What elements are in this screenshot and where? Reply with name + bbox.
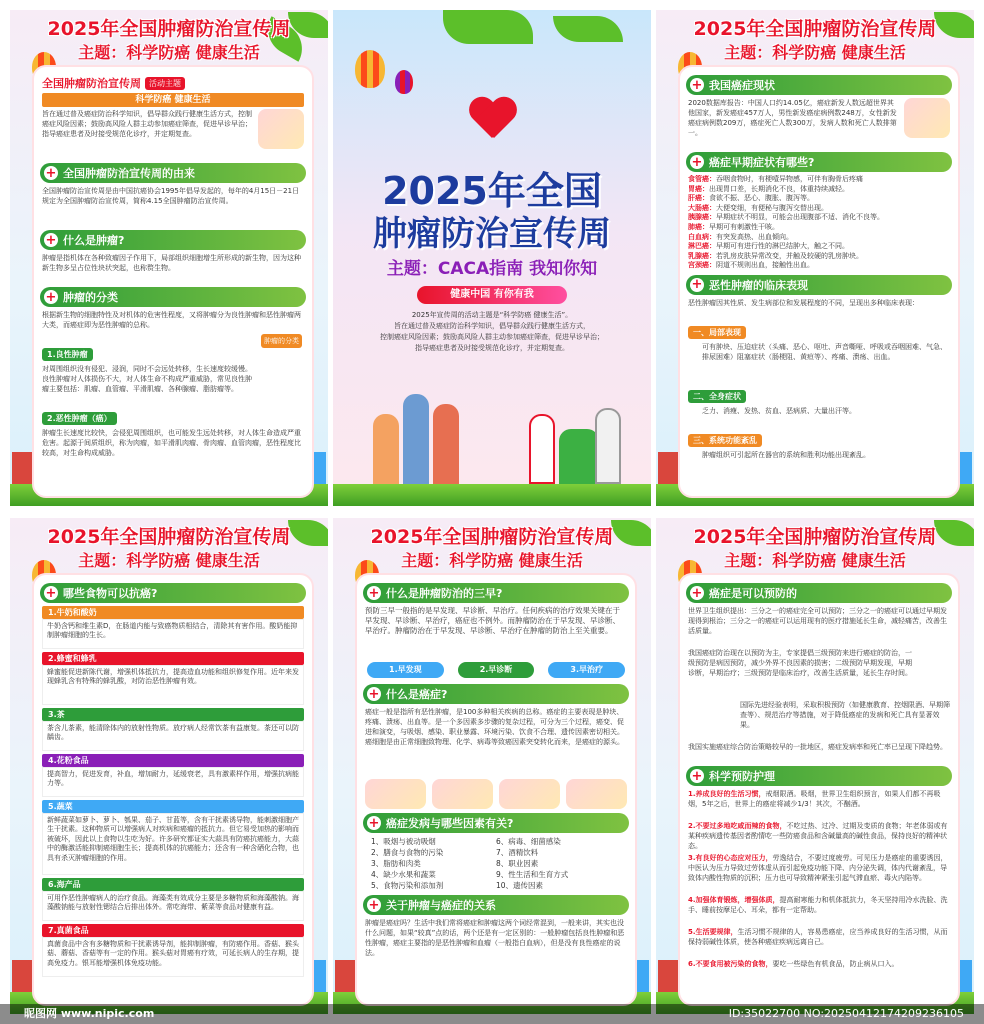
poster-title: 2025年全国肿瘤防治宣传周 [693,18,937,40]
content-card [32,65,314,498]
poster-panel-5 [333,518,651,1014]
risk-factor-item: 8、职业因素 [496,859,539,868]
content-card [678,65,960,498]
grass-decoration [333,484,651,506]
symptom-item: 食管癌：吞咽食物时，有梗噎异物感，可伴有胸骨后疼痛 [688,175,863,183]
symptom-item: 大肠癌：大便变细，有便秘与腹泻交替出现。 [688,203,828,212]
leaf-decoration [443,10,533,44]
watermark-bar [0,1004,984,1024]
status-text: 2020数据库报告：中国人口约14.05亿，癌症新发人数远超世界其他国家，新发癌症457万人，男性新发癌症病例数248万，女性新发癌症病例数209万，癌症死亡人数300万，发病人数和死亡人数排第一。 [688,99,897,137]
malignant-tumor-text: 肿瘤生长速度比较快，会侵犯周围组织，也可能发生远处转移，对人体生命造成严重危害。起源于间质组织，称为肉瘤，如平滑肌肉瘤、骨肉瘤、血管肉瘤，恶性程度比较高，对生命构成威胁。 [42,429,301,457]
section-header-classification: + 肿瘤的分类 [40,287,306,307]
dysfunction-text: 肿瘤组织可引起所在器官的系统和胜利功能出现紊乱。 [702,450,870,459]
watermark-id: ID:35022700 NO:20250412174209236105 [728,1007,964,1020]
three-early-text: 预防三早一般指的是早发现、早诊断、早治疗。任何疾病的治疗效果关键在于早发现、早诊断、早治疗，癌症也不例外。而肿瘤防治在于早发现、早诊断、早治疗。肿瘤防治在于早发现、早诊断、早治疗在肿瘤的防治上至关重要。 [365,606,620,635]
trend-text: 我国实施癌症综合防治策略较早的一批地区，癌症发病率和死亡率已呈现下降趋势。 [688,743,947,751]
systemic-symptoms-label: 二、全身症状 [688,390,746,403]
food-title: 2.蜂蜜和蜂乳 [42,652,304,665]
food-title: 7.真菌食品 [42,924,304,937]
poster-panel-cover [333,10,651,506]
poster-panel-3 [656,10,974,506]
local-symptoms-label: 一、局部表现 [688,326,746,339]
medical-cross-icon: + [368,686,380,702]
cover-theme: 主题：CACA指南 我知你知 [386,259,598,279]
poster-theme: 主题：科学防癌 健康生活 [724,43,906,62]
poster-theme: 主题：科学防癌 健康生活 [78,43,260,62]
food-description: 提高智力，促进发育，补血，增加耐力，延缓衰老，具有激素样作用，增强抗病能力等。 [42,767,304,797]
early-diagnosis-chip: 2.早诊断 [458,662,535,678]
factory-illustration [499,779,560,809]
symptom-item: 白血病：有突发高热、出血倾向。 [688,232,793,241]
classification-text: 根据新生物的细胞特性及对机体的危害性程度，又将肿瘤分为良性肿瘤和恶性肿瘤两大类，而癌症即为恶性肿瘤的总称。 [42,311,301,329]
cover-title-line-1: 2025年全国 [382,169,602,213]
content-card [678,573,960,1006]
dysfunction-label: 三、系统功能紊乱 [688,434,762,447]
food-description: 新鲜蔬菜如萝卜、萝卜、瓠果、茄子、甘蓝等，含有干扰素诱导物，能刺激细胞产生干扰素。这种物质可以增强病人对疾病和癌瘤的抵抗力。但它易受加热的影响而被破坏，因此以上食物以生吃为好。许多研究都证实大蒜具有防癌抗癌能力，大蒜中的酶激活能抑制癌细胞生长；提高机体的抗癌能力；还含有一种含硒化合物，也具有杀灭肿瘤细胞的作用。 [42,813,304,875]
cover-body-line: 2025年宣传周的活动主题是“科学防癌 健康生活”。 [411,311,573,319]
food-description: 真菌食品中含有多糖物质和干扰素诱导剂，能抑制肿瘤，有防癌作用。香菇、猴头菇、蘑菇、香菇等有一定的作用。猴头菇对胃癌有疗效，可延长病人的生存期，提高免疫力。银耳能增强机体免疫功能。 [42,937,304,977]
food-list [34,606,312,977]
symptom-item: 肺癌：早期可有刺激性干咳。 [688,222,779,231]
food-illustration [432,779,493,809]
poster-theme: 主题：科学防癌 健康生活 [78,551,260,570]
medical-cross-icon: + [45,165,57,181]
medical-cross-icon: + [45,585,57,601]
leaf-decoration [553,16,623,42]
symptom-item: 淋巴癌：早期可有进行性的淋巴结肿大，触之不同。 [688,242,849,251]
benign-tumor-text: 对周围组织没有侵犯、浸润，同时不会远处转移，生长速度较缓慢。良性肿瘤对人体损伤不大，对人体生命不构成严重威胁，常见良性肿瘤主要包括：肌瘤、血管瘤、平滑肌瘤、各种腺瘤、脂肪瘤等。 [42,365,252,393]
slogan-pill: 健康中国 有你有我 [417,286,567,304]
family-illustration [433,404,459,484]
tumor-definition-text: 肿瘤是指机体在各种致瘤因子作用下，局部组织细胞增生所形成的新生物，因为这种新生物多呈占位性块状突起，也称赘生物。 [42,254,301,272]
relationship-text: 肿瘤是癌症吗？生活中我们常将癌症和肿瘤这两个词经常混到，一般来讲，其实也没什么问题，如果“较真”点的话，两个还是有一定区别的：一般肿瘤包括良性肿瘤和恶性肿瘤，癌症主要指的是恶性肿瘤和血瘤（一般指白血病），但是没有良性癌症的说法。 [365,919,625,957]
benign-tumor-label: 1.良性肿瘤 [42,348,93,361]
food-item [42,754,304,797]
classification-icon-label: 肿瘤的分类 [261,334,302,348]
food-item [42,800,304,875]
food-title: 3.茶 [42,708,304,721]
theme-bar: 科学防癌 健康生活 [42,93,304,107]
section-header-origin: + 全国肿瘤防治宣传周的由来 [40,163,306,183]
pollution-illustration [365,779,426,809]
medical-cross-icon: + [691,277,703,293]
clinical-text: 恶性肿瘤因其性质、发生病部位和发展程度的不同，呈现出多种临床表现： [688,298,919,307]
food-title: 5.蔬菜 [42,800,304,813]
medical-cross-icon: + [368,897,380,913]
care-item: 1.养成良好的生活习惯，戒烟限酒。吸烟，世界卫生组织预言，如果人们都不再吸烟，5年之后，世界上的癌症将减少1/3！其次，不酗酒。 [688,790,941,808]
food-description: 牛奶含钙和维生素D，在肠道内能与致癌物质相结合，清除其有害作用。酸奶能抑制肿瘤细胞的生长。 [42,619,304,649]
poster-title: 2025年全国肿瘤防治宣传周 [693,526,937,548]
chemical-illustration [566,779,627,809]
cover-body-line: 指导癌症患者及时接受规范化诊疗，并定期复查。 [415,344,569,352]
cover-body-text [353,310,631,354]
risk-factor-item: 10、遗传因素 [496,881,544,890]
risk-factor-item: 9、性生活和生育方式 [496,870,569,879]
intro-text: 旨在通过普及癌症防治科学知识，倡导群众践行健康生活方式，控制癌症风险因素；鼓励高风险人群主动参加癌症筛查，促进早诊早治；指导癌症患者及时接受规范化诊疗，并定期复查。 [42,110,252,138]
symptom-list [688,175,898,271]
family-illustration [403,394,429,484]
medical-cross-icon: + [691,585,703,601]
poster-title: 2025年全国肿瘤防治宣传周 [47,18,291,40]
cover-body-line: 旨在通过普及癌症防治科学知识，倡导群众践行健康生活方式， [394,322,590,330]
food-description: 蜂蜜能促进新陈代谢，增强机体抵抗力，提高造血功能和组织修复作用。近年来发现蜂乳含有特殊的蜂乳酸，对防治恶性肿瘤有效。 [42,665,304,705]
symptom-item: 宫颈癌：阴道不规则出血，接触性出血。 [688,261,814,270]
section-header-care: + 科学预防护理 [686,766,952,786]
origin-text: 全国肿瘤防治宣传周是由中国抗癌协会1995年倡导发起的，每年的4月15日－21日规定为全国肿瘤防治宣传周，简称4.15全国肿瘤防治宣传周。 [42,187,300,205]
medical-cross-icon: + [691,154,703,170]
doctor-illustration [904,98,950,138]
poster-title: 2025年全国肿瘤防治宣传周 [370,526,614,548]
heart-logo-icon [468,98,518,144]
risk-factor-item: 7、酒精饮料 [496,848,539,857]
food-title: 4.花粉食品 [42,754,304,767]
risk-factor-item: 2、膳食与食物的污染 [371,848,444,857]
family-illustration [373,414,399,484]
food-item [42,878,304,921]
food-title: 6.海产品 [42,878,304,891]
early-treatment-chip: 3.早治疗 [548,662,625,678]
medical-cross-icon: + [368,585,380,601]
activity-theme-badge: 活动主题 [145,77,185,90]
section-header-early-symptoms: + 癌症早期症状有哪些? [686,152,952,172]
food-item [42,606,304,649]
food-title: 1.牛奶和酸奶 [42,606,304,619]
cover-body-line: 控制癌症风险因素；鼓励高风险人群主动参加癌症筛查，促进早诊早治； [380,333,604,341]
malignant-tumor-label: 2.恶性肿瘤（癌） [42,412,117,425]
medical-cross-icon: + [368,815,380,831]
food-description: 茶含儿茶素，能清除体内的放射性物质。放疗病人经常饮茶有益康复。茶还可以防龋齿。 [42,721,304,751]
section-header-three-early: + 什么是肿瘤防治的三早? [363,583,629,603]
doctor-illustration [595,408,621,484]
content-card [355,573,637,1006]
risk-factor-item: 3、脂肪和肉类 [371,859,421,868]
food-item [42,924,304,977]
balloon-icon [395,70,413,94]
doctor-illustration [258,109,304,149]
poster-theme: 主题：科学防癌 健康生活 [401,551,583,570]
medical-cross-icon: + [45,232,57,248]
section-header-what-is-cancer: + 什么是癌症? [363,684,629,704]
balloon-icon [355,50,385,88]
green-cross-icon [559,429,599,484]
section-header-relationship: + 关于肿瘤与癌症的关系 [363,895,629,915]
care-item: 3.有良好的心态应对压力，劳逸结合，不要过度疲劳。可见压力是癌症的重要诱因，中医认为压力导致过劳体虚从而引起免疫功能下降、内分泌失调，体内代谢紊乱，导致体内酸性物质的沉积；压力也可导致精神紧张引起气滞血瘀、毒火内陷等。 [688,854,948,882]
poster-title: 2025年全国肿瘤防治宣传周 [47,526,291,548]
three-level-text: 我国癌症防治现在以预防为主，专家提倡三级预防来进行癌症的防治，一级预防是病因预防，减少外界不良因素的损害；二级预防早期发现，早期诊断，早期治疗；三级预防是临床治疗，改善生活质量，延长生存时间。 [688,649,912,677]
watermark-site: 昵图网 www.nipic.com [24,1007,155,1020]
care-item: 6.不要食用被污染的食物，要吃一些绿色有机食品，防止病从口入。 [688,960,899,968]
international-text: 国际先进经验表明，采取积极预防（如健康教育、控烟限酒、早期筛查等）、规范治疗等措施，对于降低癌症的发病和死亡具有显著效果。 [740,701,950,729]
medical-cross-icon: + [45,289,57,305]
care-item: 5.生活要规律，生活习惯不规律的人，容易患癌症，应当养成良好的生活习惯，从而保持弱碱性体质，使各种癌症疾病远离自己。 [688,928,948,946]
risk-factor-item: 1、吸烟与被动吸烟 [371,837,436,846]
food-item [42,708,304,751]
poster-panel-6 [656,518,974,1014]
poster-panel-1 [10,10,328,506]
risk-factor-item: 4、缺少水果和蔬菜 [371,870,436,879]
early-detection-chip: 1.早发现 [367,662,444,678]
care-item: 2.不要过多地吃咸而辣的食物，不吃过热、过冷、过期及变质的食物；年老体弱或有某种疾病遗传基因者酌情吃一些防癌食品和含碱量高的碱性食品，保持良好的精神状态。 [688,822,948,850]
cover-title-line-2: 肿瘤防治宣传周 [373,214,611,254]
food-description: 可用作恶性肿瘤病人的治疗食品。海藻类有效成分主要是多糖物质和海藻酸钠。海藻酸钠能与放射性锶结合后排出体外。常吃海带、紫菜等食品对健康有益。 [42,891,304,921]
risk-factor-item: 5、食物污染和添加剂 [371,881,444,890]
medical-cross-icon: + [691,77,703,93]
section-header-factors: + 癌症发病与哪些因素有关? [363,813,629,833]
care-list [680,789,958,969]
section-heading: 全国肿瘤防治宣传周 [42,77,141,90]
risk-factor-item: 6、病毒、细菌感染 [496,837,561,846]
symptom-item: 肝癌：食欲不振、恶心、腹胀、腹泻等。 [688,194,814,203]
food-item [42,652,304,705]
section-header-prevention: + 癌症是可以预防的 [686,583,952,603]
local-symptoms-text: 可有肿块、压迫症状（头痛、恶心、呕吐、声音嘶哑、呼吸或吞咽困难、气急、排尿困难）阻塞症状（肠梗阻、黄疸等）、疼痛、溃疡、出血。 [702,342,947,361]
section-header-clinical: + 恶性肿瘤的临床表现 [686,275,952,295]
section-header-what-is-tumor: + 什么是肿瘤? [40,230,306,250]
care-item: 4.加强体育锻炼，增强体质，提高耐寒能力和机体抵抗力，冬天坚持用冷水洗脸、洗手、睡前按摩足心、耳朵，都有一定帮助。 [688,896,948,914]
systemic-symptoms-text: 乏力、消瘦、发热、贫血、恶病质、大量出汗等。 [702,406,856,415]
nurse-illustration [529,414,555,484]
section-header-status: + 我国癌症现状 [686,75,952,95]
medical-cross-icon: + [691,768,703,784]
poster-theme: 主题：科学防癌 健康生活 [724,551,906,570]
content-card [32,573,314,1006]
poster-panel-4 [10,518,328,1014]
section-header-anticancer-foods: + 哪些食物可以抗癌? [40,583,306,603]
symptom-item: 乳腺癌：若乳房皮肤异常改变，并触及较硬的乳房肿块。 [688,251,863,260]
cancer-definition-text: 癌症一般是指所有恶性肿瘤，是100多种相关疾病的总称。癌症的主要表现是肿块、疼痛、溃疡、出血等。是一个多因素多步骤的复杂过程，可分为三个过程，癌变、促进和演变，与吸烟、感染、职业暴露、环境污染、饮食不合理、遗传因素密切相关。癌细胞是由正常细胞致物理、化学、病毒等致癌因素突变转化而来，是癌症的源头。 [365,708,624,746]
symptom-item: 胰腺癌：早期症状不明显，可能会出现腹部不适、消化不良等。 [688,213,884,222]
who-text: 世界卫生组织提出：三分之一的癌症完全可以预防；三分之一的癌症可以通过早期发现得到根治；三分之一的癌症可以运用现有的医疗措施延长生命，减轻痛苦，改善生活质量。 [688,607,947,635]
risk-factor-list [371,836,621,891]
symptom-item: 胃癌：出现胃口差，长期消化不良，体重持续减轻。 [688,184,849,193]
